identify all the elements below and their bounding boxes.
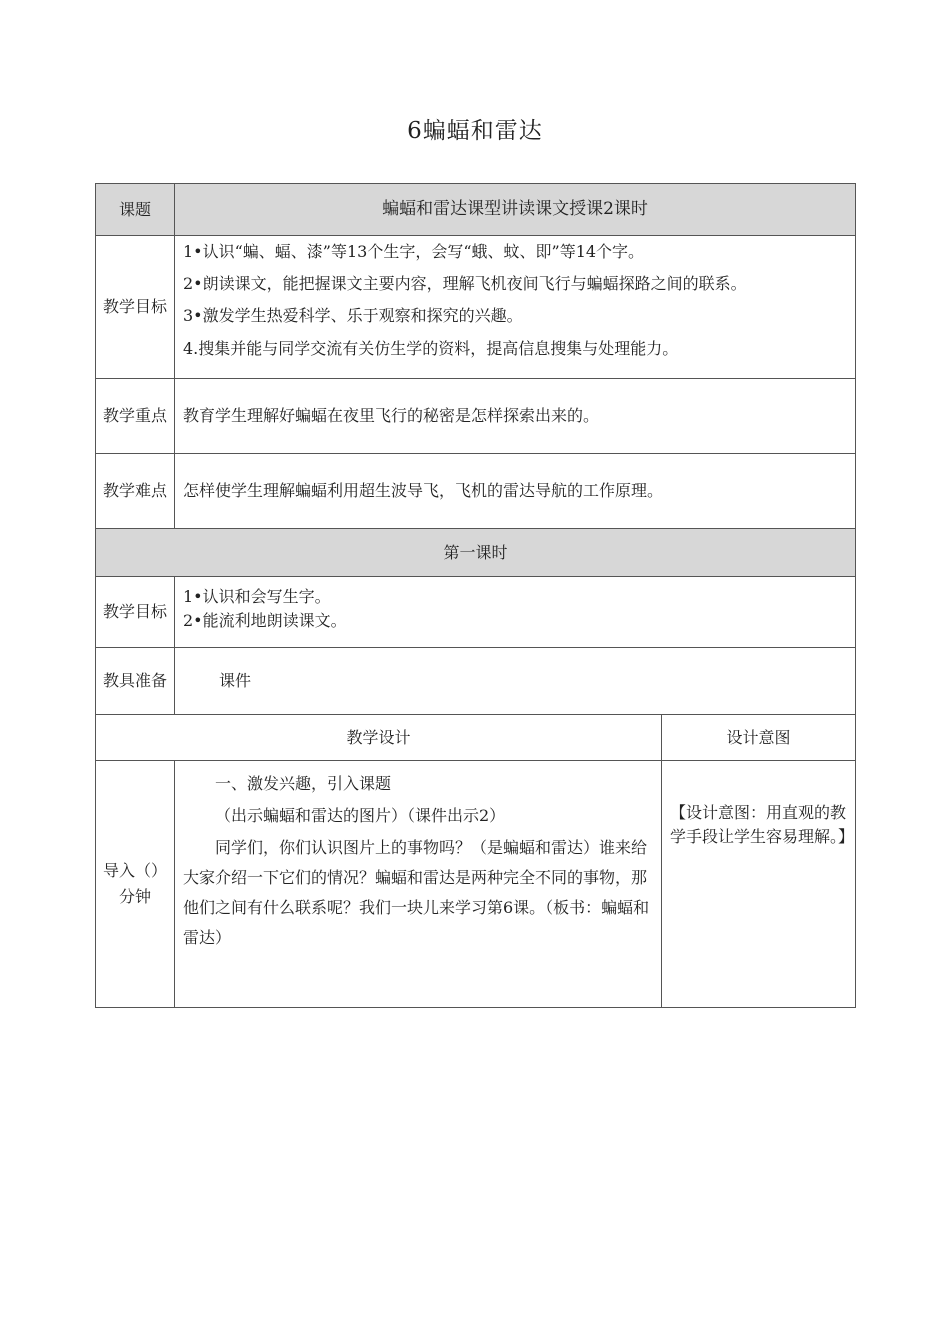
key-point-value: 教育学生理解好蝙蝠在夜里飞行的秘密是怎样探索出来的。 [175, 379, 856, 454]
goal-item: 1•认识“蝙、蝠、漆”等13个生字，会写“蛾、蚊、即”等14个字。 [183, 242, 645, 261]
tools-row [96, 648, 856, 715]
goals-label: 教学目标 [96, 236, 175, 379]
intro-paragraph: 同学们，你们认识图片上的事物吗？（是蝙蝠和雷达）谁来给大家介绍一下它们的情况？蝙蝠和雷达是两种完全不同的事物，那他们之间有什么联系呢？我们一块儿来学习第6课。（板书：蝙蝠和雷达） [183, 838, 650, 947]
goal-item: 3•激发学生热爱科学、乐于观察和探究的兴趣。 [183, 306, 523, 326]
lesson1-goals-label: 教学目标 [96, 577, 175, 648]
lesson1-header: 第一课时 [96, 529, 856, 577]
intro-paragraph: 一、激发兴趣，引入课题 [215, 774, 392, 793]
intro-label: 导入（）分钟 [96, 761, 175, 1008]
topic-row [96, 184, 856, 236]
goal-item: 4.搜集并能与同学交流有关仿生学的资料，提高信息搜集与处理能力。 [183, 338, 679, 358]
goals-content [175, 236, 856, 379]
tools-label: 教具准备 [96, 648, 175, 715]
intro-content [175, 761, 662, 1008]
difficulty-row [96, 454, 856, 529]
goal-item: 2•朗读课文，能把握课文主要内容，理解飞机夜间飞行与蝙蝠探路之间的联系。 [183, 274, 747, 294]
lesson1-goals-content [175, 577, 856, 648]
difficulty-label: 教学难点 [96, 454, 175, 529]
lesson1-goal-item: 2•能流利地朗读课文。 [183, 611, 347, 630]
intent-header: 设计意图 [662, 715, 856, 761]
lesson-plan-table [95, 183, 856, 1008]
intro-intent: 【设计意图：用直观的教学手段让学生容易理解。】 [662, 761, 856, 1008]
key-point-label: 教学重点 [96, 379, 175, 454]
topic-label: 课题 [96, 184, 175, 236]
key-point-row [96, 379, 856, 454]
goals-row [96, 236, 856, 379]
lesson1-goals-row [96, 577, 856, 648]
page-title: 6蝙蝠和雷达 [407, 118, 543, 144]
intro-row [96, 761, 856, 1008]
intro-paragraph: （出示蝙蝠和雷达的图片）（课件出示2） [215, 806, 506, 825]
tools-value: 课件 [175, 648, 856, 715]
lesson1-goal-item: 1•认识和会写生字。 [183, 587, 331, 606]
design-header: 教学设计 [96, 715, 662, 761]
topic-value: 蝙蝠和雷达课型讲读课文授课2课时 [175, 184, 856, 236]
lesson1-row [96, 529, 856, 577]
difficulty-value: 怎样使学生理解蝙蝠利用超生波导飞，飞机的雷达导航的工作原理。 [175, 454, 856, 529]
design-header-row [96, 715, 856, 761]
